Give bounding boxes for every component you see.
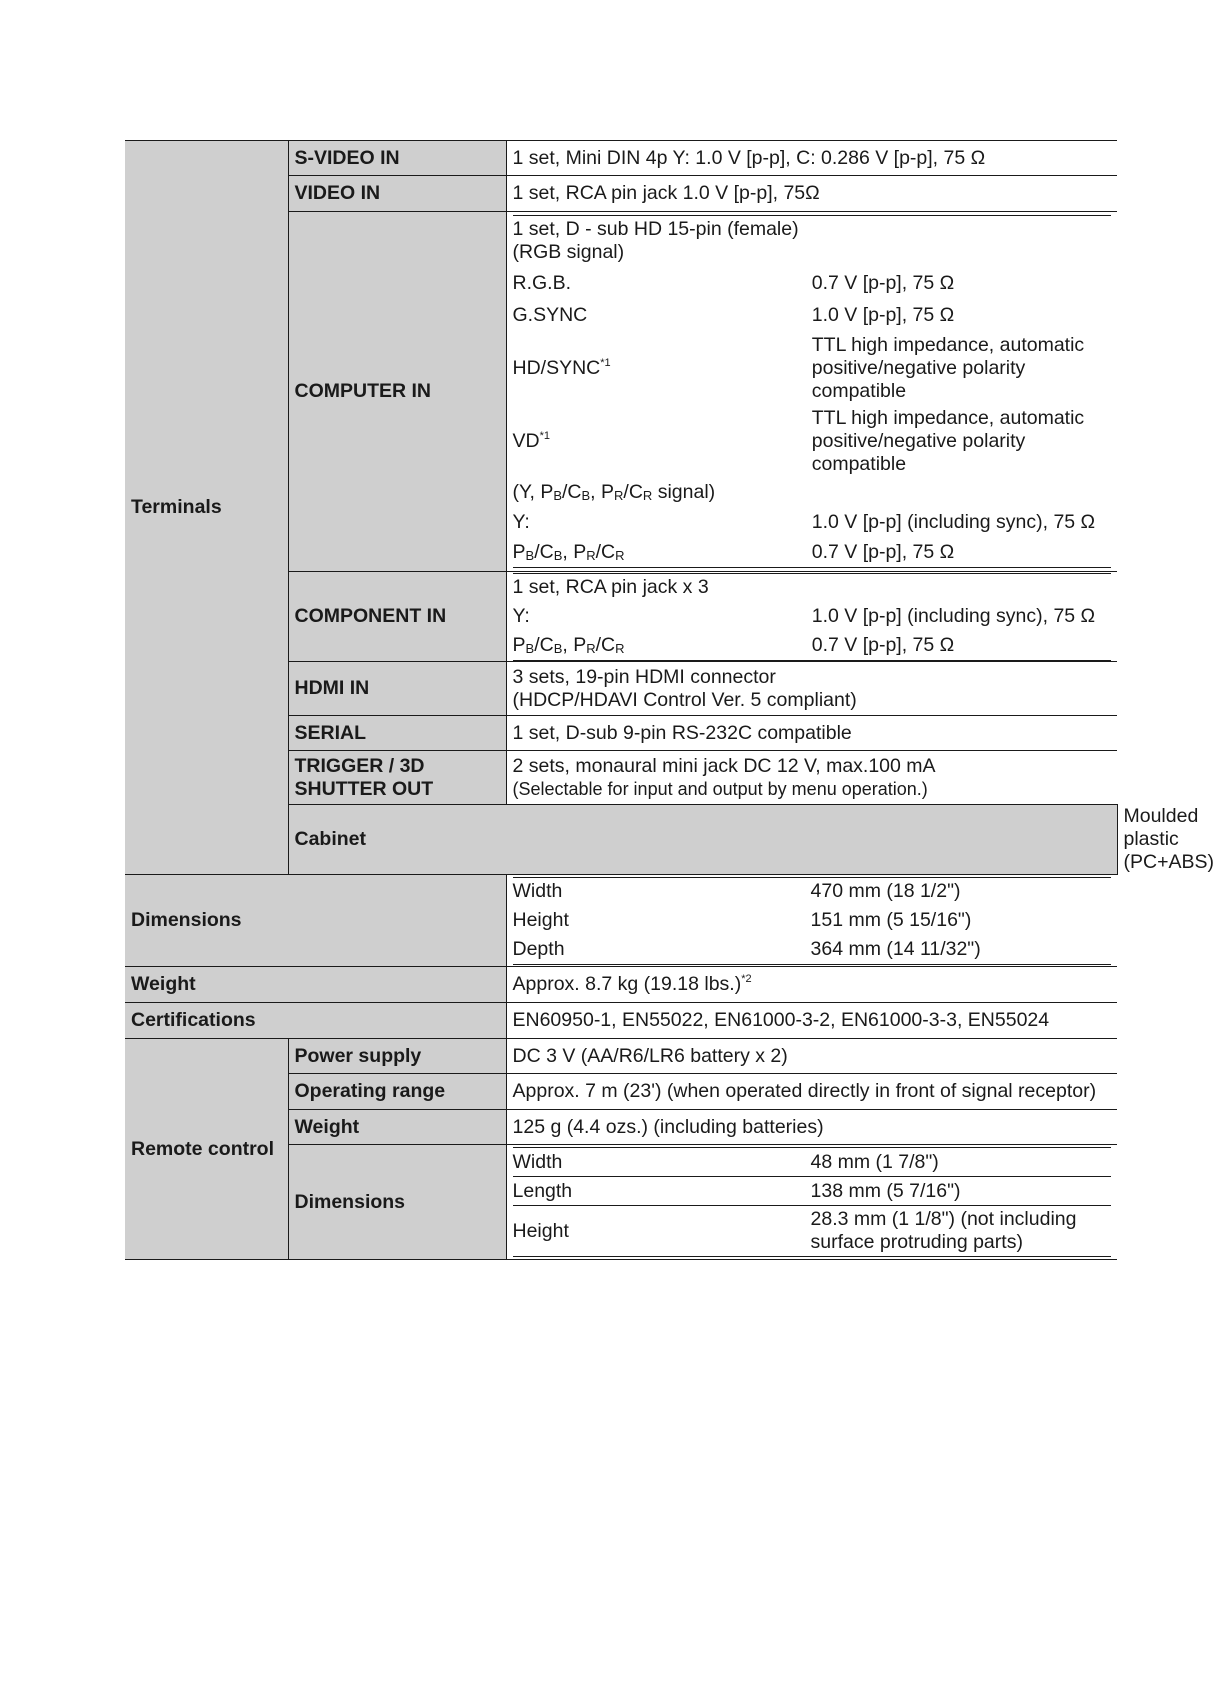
row-s-video-in [125,141,1117,176]
component-pbpr-value: 0.7 V [p-p], 75 Ω [812,631,1111,660]
value-s-video-in: 1 set, Mini DIN 4p Y: 1.0 V [p-p], C: 0.286 V [p-p], 75 Ω [506,141,1117,176]
dimensions-details [513,877,1112,965]
value-operating-range: Approx. 7 m (23') (when operated directly in front of signal receptor) [506,1074,1117,1110]
label-hdmi-in: HDMI IN [288,662,506,716]
category-weight: Weight [125,967,506,1003]
component-in-details [513,573,1112,661]
footnote-mark: *1 [539,429,550,442]
label-operating-range: Operating range [288,1074,506,1110]
computer-rgb-signal: (RGB signal) [512,240,625,263]
remote-length-key: Length [513,1177,811,1206]
hdsync-key: HD/SYNC$^{*1}$ [512,356,611,379]
value-remote-weight: 125 g (4.4 ozs.) (including batteries) [506,1110,1117,1145]
value-dimensions [506,875,1117,967]
component-y-value: 1.0 V [p-p] (including sync), 75 Ω [811,605,1096,627]
computer-connector: 1 set, D - sub HD 15-pin (female) [513,215,1112,241]
computer-pbpr-key: $P_B/C_B$, $P_R/C_R$ [513,538,812,568]
label-serial: SERIAL [288,716,506,751]
remote-length-value: 138 mm (5 7/16") [811,1177,1112,1206]
row-remote-power-supply [125,1039,1117,1074]
ypbpr-signal-header: (Y, $P_B/C_B$, $P_R/C_R$ signal) [512,481,716,504]
category-remote-control: Remote control [125,1039,288,1260]
dim-width-value: 470 mm (18 1/2") [811,877,1112,906]
dim-height-value: 151 mm (5 15/16") [810,909,972,931]
value-power-supply: DC 3 V (AA/R6/LR6 battery x 2) [506,1039,1117,1074]
row-cabinet: Cabinet Moulded plastic (PC+ABS) [125,805,1117,875]
footnote-mark: *1 [600,356,611,369]
dim-depth-key: Depth [513,935,811,964]
label-s-video-in: S-VIDEO IN [288,141,506,176]
row-weight [125,967,1117,1003]
specifications-table [125,140,1214,1260]
gsync-key: G.SYNC [512,304,588,327]
value-remote-dimensions [506,1145,1117,1260]
gsync-value: 1.0 V [p-p], 75 Ω [811,304,955,327]
computer-in-details [513,215,1112,569]
computer-y-value: 1.0 V [p-p] (including sync), 75 Ω [811,511,1096,534]
remote-width-value: 48 mm (1 7/8") [811,1148,1112,1177]
vd-value: TTL high impedance, automatic positive/negative polarity compatible [811,406,1085,475]
component-y-key: Y: [512,605,530,627]
category-certifications: Certifications [125,1003,506,1039]
value-computer-in [506,212,1117,572]
dim-height-key: Height [512,909,569,931]
dim-depth-value: 364 mm (14 11/32") [811,935,1112,964]
remote-dimensions-details [513,1147,1112,1257]
category-cabinet: Cabinet [288,805,1117,875]
remote-height-value: 28.3 mm (1 1/8") (not including surface protruding parts) [811,1206,1112,1257]
row-certifications [125,1003,1117,1039]
rgb-value: 0.7 V [p-p], 75 Ω [811,272,955,295]
label-video-in: VIDEO IN [288,176,506,212]
label-power-supply: Power supply [288,1039,506,1074]
rgb-key: R.G.B. [512,272,572,295]
component-pbpr-key: $P_B/C_B$, $P_R/C_R$ [513,631,812,660]
label-component-in: COMPONENT IN [288,572,506,662]
hdsync-value: TTL high impedance, automatic positive/negative polarity compatible [811,333,1085,402]
row-dimensions [125,875,1117,967]
category-dimensions: Dimensions [125,875,506,967]
value-hdmi-in: 3 sets, 19-pin HDMI connector (HDCP/HDAVI Control Ver. 5 compliant) [506,662,1117,716]
value-serial: 1 set, D-sub 9-pin RS-232C compatible [506,716,1117,751]
remote-width-key: Width [513,1148,811,1177]
label-remote-dimensions: Dimensions [288,1145,506,1260]
computer-pbpr-value: 0.7 V [p-p], 75 Ω [812,538,1111,568]
value-weight: Approx. 8.7 kg (19.18 lbs.)$^{*2}$ [506,967,1117,1003]
category-terminals: Terminals [125,141,288,875]
value-certifications: EN60950-1, EN55022, EN61000-3-2, EN61000-3-3, EN55024 [506,1003,1117,1039]
footnote-mark: *2 [741,973,752,985]
value-component-in [506,572,1117,662]
label-computer-in: COMPUTER IN [288,212,506,572]
vd-key: VD$^{*1}$ [512,429,550,452]
component-connector: 1 set, RCA pin jack x 3 [513,573,1112,602]
value-video-in: 1 set, RCA pin jack 1.0 V [p-p], 75Ω [506,176,1117,212]
remote-height-key: Height [513,1206,811,1257]
dim-width-key: Width [513,877,811,906]
value-trigger-shutter-out: 2 sets, monaural mini jack DC 12 V, max.100 mA (Selectable for input and output by menu operation.) [506,751,1117,805]
label-remote-weight: Weight [288,1110,506,1145]
label-trigger-shutter-out: TRIGGER / 3D SHUTTER OUT [288,751,506,805]
computer-y-key: Y: [512,511,530,534]
